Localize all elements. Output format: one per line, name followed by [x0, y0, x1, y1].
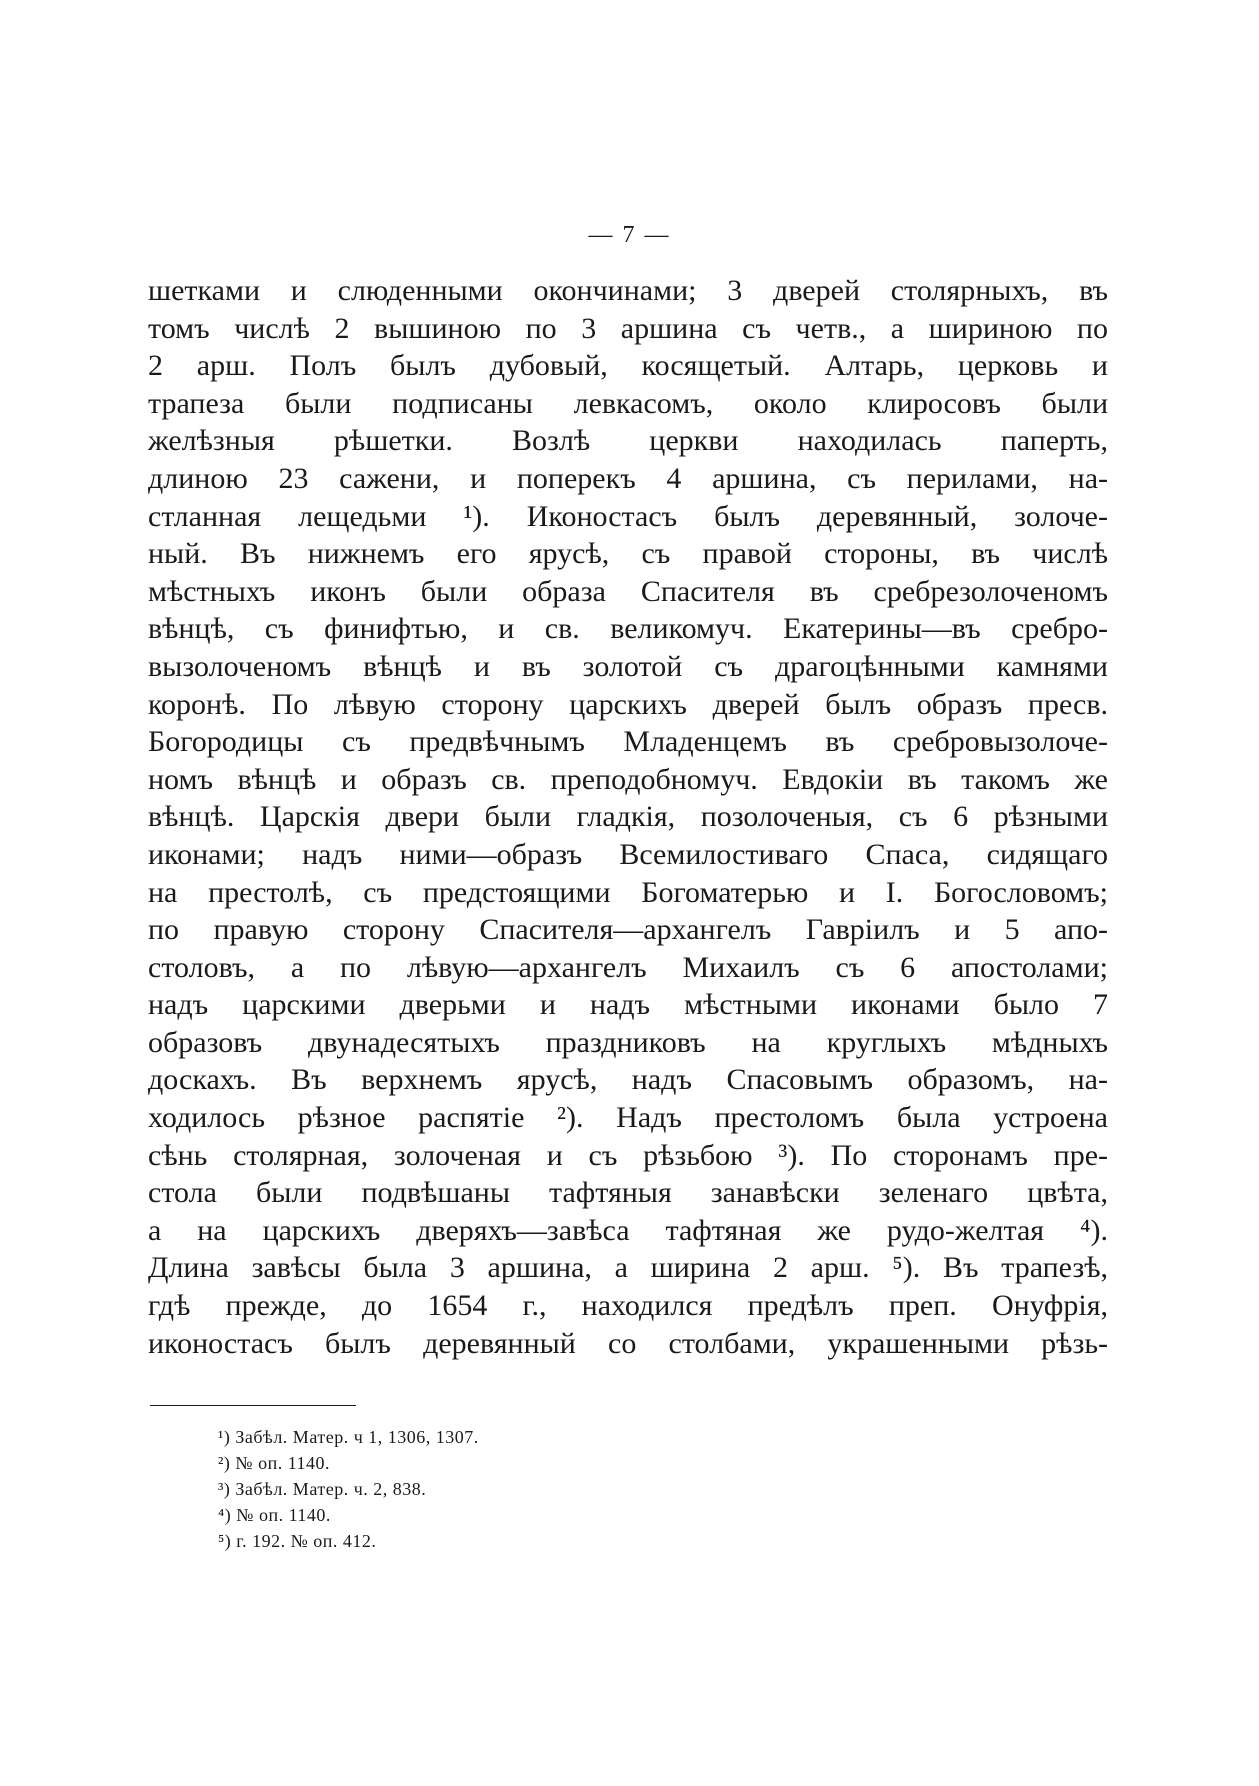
- text-line: сѣнь столярная, золоченая и съ рѣзьбою ³). По сторонамъ пре-: [148, 1138, 1108, 1172]
- text-line: желѣзныя рѣшетки. Возлѣ церкви находилась паперть,: [148, 424, 1108, 458]
- page-number: — 7 —: [588, 222, 671, 248]
- text-line: надъ царскими дверьми и надъ мѣстными иконами было 7: [148, 988, 1108, 1022]
- text-line: вѣнцѣ, съ финифтью, и св. великомуч. Екатерины—въ сребро-: [148, 612, 1108, 646]
- main-text: [148, 272, 1108, 1362]
- text-line: номъ вѣнцѣ и образъ св. преподобномуч. Евдокіи въ такомъ же: [148, 762, 1108, 796]
- text-line: по правую сторону Спасителя—архангелъ Гавріилъ и 5 апо-: [148, 913, 1108, 947]
- text-line: ный. Въ нижнемъ его ярусѣ, съ правой стороны, въ числѣ: [148, 537, 1108, 571]
- text-line: ходилось рѣзное распятіе ²). Надъ престоломъ была устроена: [148, 1101, 1108, 1135]
- text-line: коронѣ. По лѣвую сторону царскихъ дверей былъ образъ пресв.: [148, 687, 1108, 721]
- text-line: на престолѣ, съ предстоящими Богоматерью и І. Богословомъ;: [148, 875, 1108, 909]
- text-line: трапеза были подписаны левкасомъ, около клиросовъ были: [148, 386, 1108, 420]
- text-line: длиною 23 сажени, и поперекъ 4 аршина, съ перилами, на-: [148, 461, 1108, 495]
- text-line: образовъ двунадесятыхъ праздниковъ на круглыхъ мѣдныхъ: [148, 1025, 1108, 1059]
- footnote-3: ³) Забѣл. Матер. ч. 2, 838.: [218, 1479, 427, 1499]
- text-line: стола были подвѣшаны тафтяныя занавѣски зеленаго цвѣта,: [148, 1176, 1108, 1210]
- footnote-1: ¹) Забѣл. Матер. ч 1, 1306, 1307.: [218, 1427, 479, 1447]
- text-line: доскахъ. Въ верхнемъ ярусѣ, надъ Спасовымъ образомъ, на-: [148, 1063, 1108, 1097]
- text-line: стланная лещедьми ¹). Иконостасъ былъ деревянный, золоче-: [148, 499, 1108, 533]
- text-line: столовъ, а по лѣвую—архангелъ Михаилъ съ 6 апостолами;: [148, 950, 1108, 984]
- footnote-4: ⁴) № оп. 1140.: [218, 1505, 331, 1525]
- text-line: иконами; надъ ними—образъ Всемилостиваго Спаса, сидящаго: [148, 837, 1108, 871]
- text-line: вызолоченомъ вѣнцѣ и въ золотой съ драгоцѣнными камнями: [148, 649, 1108, 683]
- text-line: гдѣ прежде, до 1654 г., находился предѣлъ преп. Онуфрія,: [148, 1289, 1108, 1323]
- text-line: томъ числѣ 2 вышиною по 3 аршина съ четв., а шириною по: [148, 311, 1108, 345]
- footnote-5: ⁵) г. 192. № оп. 412.: [218, 1531, 377, 1551]
- footnotes: [218, 1424, 479, 1554]
- text-line: иконостасъ былъ деревянный со столбами, украшенными рѣзь-: [148, 1326, 1108, 1360]
- text-line: 2 арш. Полъ былъ дубовый, косящетый. Алтарь, церковь и: [148, 349, 1108, 383]
- text-line: а на царскихъ дверяхъ—завѣса тафтяная же рудо-желтая ⁴).: [148, 1213, 1108, 1247]
- text-line: вѣнцѣ. Царскія двери были гладкія, позолоченыя, съ 6 рѣзными: [148, 800, 1108, 834]
- text-line: мѣстныхъ иконъ были образа Спасителя въ сребрезолоченомъ: [148, 574, 1108, 608]
- text-line: шетками и слюденными окончинами; 3 дверей столярныхъ, въ: [148, 274, 1108, 307]
- text-line: Длина завѣсы была 3 аршина, а ширина 2 арш. ⁵). Въ трапезѣ,: [148, 1251, 1108, 1285]
- footnote-separator: [150, 1405, 356, 1406]
- footnote-2: ²) № оп. 1140.: [218, 1453, 331, 1473]
- text-line: Богородицы съ предвѣчнымъ Младенцемъ въ сребровызолоче-: [148, 725, 1108, 759]
